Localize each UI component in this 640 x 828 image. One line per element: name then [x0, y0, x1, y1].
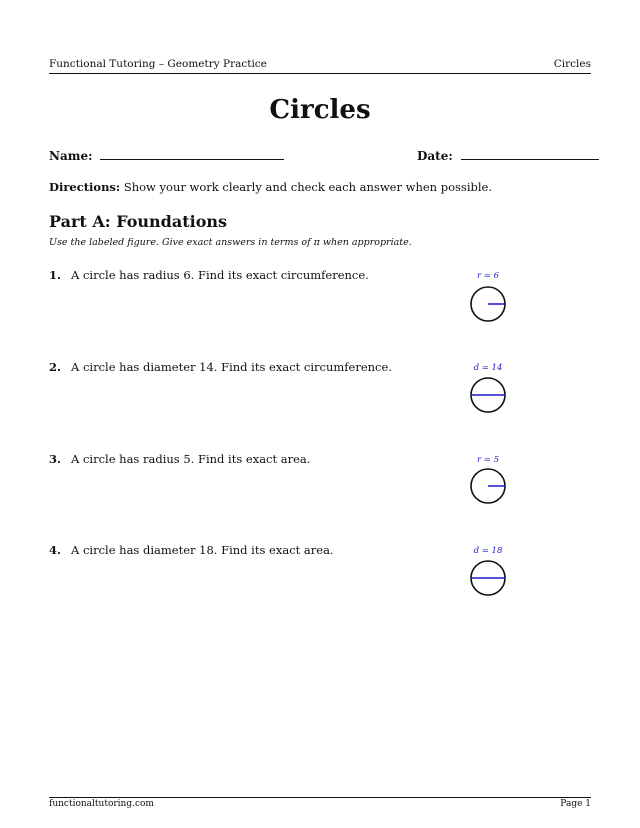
directions: [49, 180, 492, 194]
date-label: Date:: [417, 149, 453, 163]
name-row: [49, 149, 284, 163]
figure-label: r = 6: [477, 271, 499, 281]
question-1: [49, 268, 369, 282]
question-number: 3.: [49, 452, 62, 466]
directions-label: Directions:: [49, 180, 121, 194]
name-label: Name:: [49, 149, 93, 163]
footer-website: functionaltutoring.com: [49, 799, 154, 809]
header-topic: Circles: [553, 58, 591, 70]
page-header: [49, 58, 591, 74]
figure-2: [464, 360, 512, 430]
question-4: [49, 543, 334, 557]
page-title: Circles: [269, 95, 371, 125]
part-a-heading: Part A: Foundations: [49, 212, 228, 231]
figure-4: [464, 543, 512, 613]
circle-diameter-figure: [464, 543, 512, 613]
directions-text: Show your work clearly and check each answer when possible.: [123, 180, 493, 194]
figure-3: [464, 452, 512, 522]
figure-1: [464, 268, 512, 338]
part-a-instructions: Use the labeled figure. Give exact answers in terms of π when appropriate.: [49, 237, 412, 248]
question-text: A circle has diameter 14. Find its exact circumference.: [71, 360, 392, 374]
question-text: A circle has radius 6. Find its exact circumference.: [71, 268, 369, 282]
header-rule: [49, 73, 591, 74]
figure-label: d = 18: [473, 546, 503, 556]
question-3: [49, 452, 310, 466]
footer-rule: [49, 797, 591, 798]
question-number: 4.: [49, 543, 62, 557]
circle-diameter-figure: [464, 360, 512, 430]
circle-radius-figure: [464, 452, 512, 522]
question-text: A circle has diameter 18. Find its exact area.: [71, 543, 334, 557]
date-field[interactable]: [461, 149, 599, 160]
figure-label: r = 5: [477, 455, 499, 465]
question-number: 2.: [49, 360, 62, 374]
circle-radius-figure: [464, 268, 512, 338]
question-2: [49, 360, 392, 374]
header-course-title: Functional Tutoring – Geometry Practice: [49, 58, 267, 70]
figure-label: d = 14: [473, 363, 503, 373]
name-field[interactable]: [100, 149, 284, 160]
question-text: A circle has radius 5. Find its exact area.: [71, 452, 311, 466]
date-row: [417, 149, 599, 163]
page-number: Page 1: [560, 799, 591, 809]
question-number: 1.: [49, 268, 62, 282]
